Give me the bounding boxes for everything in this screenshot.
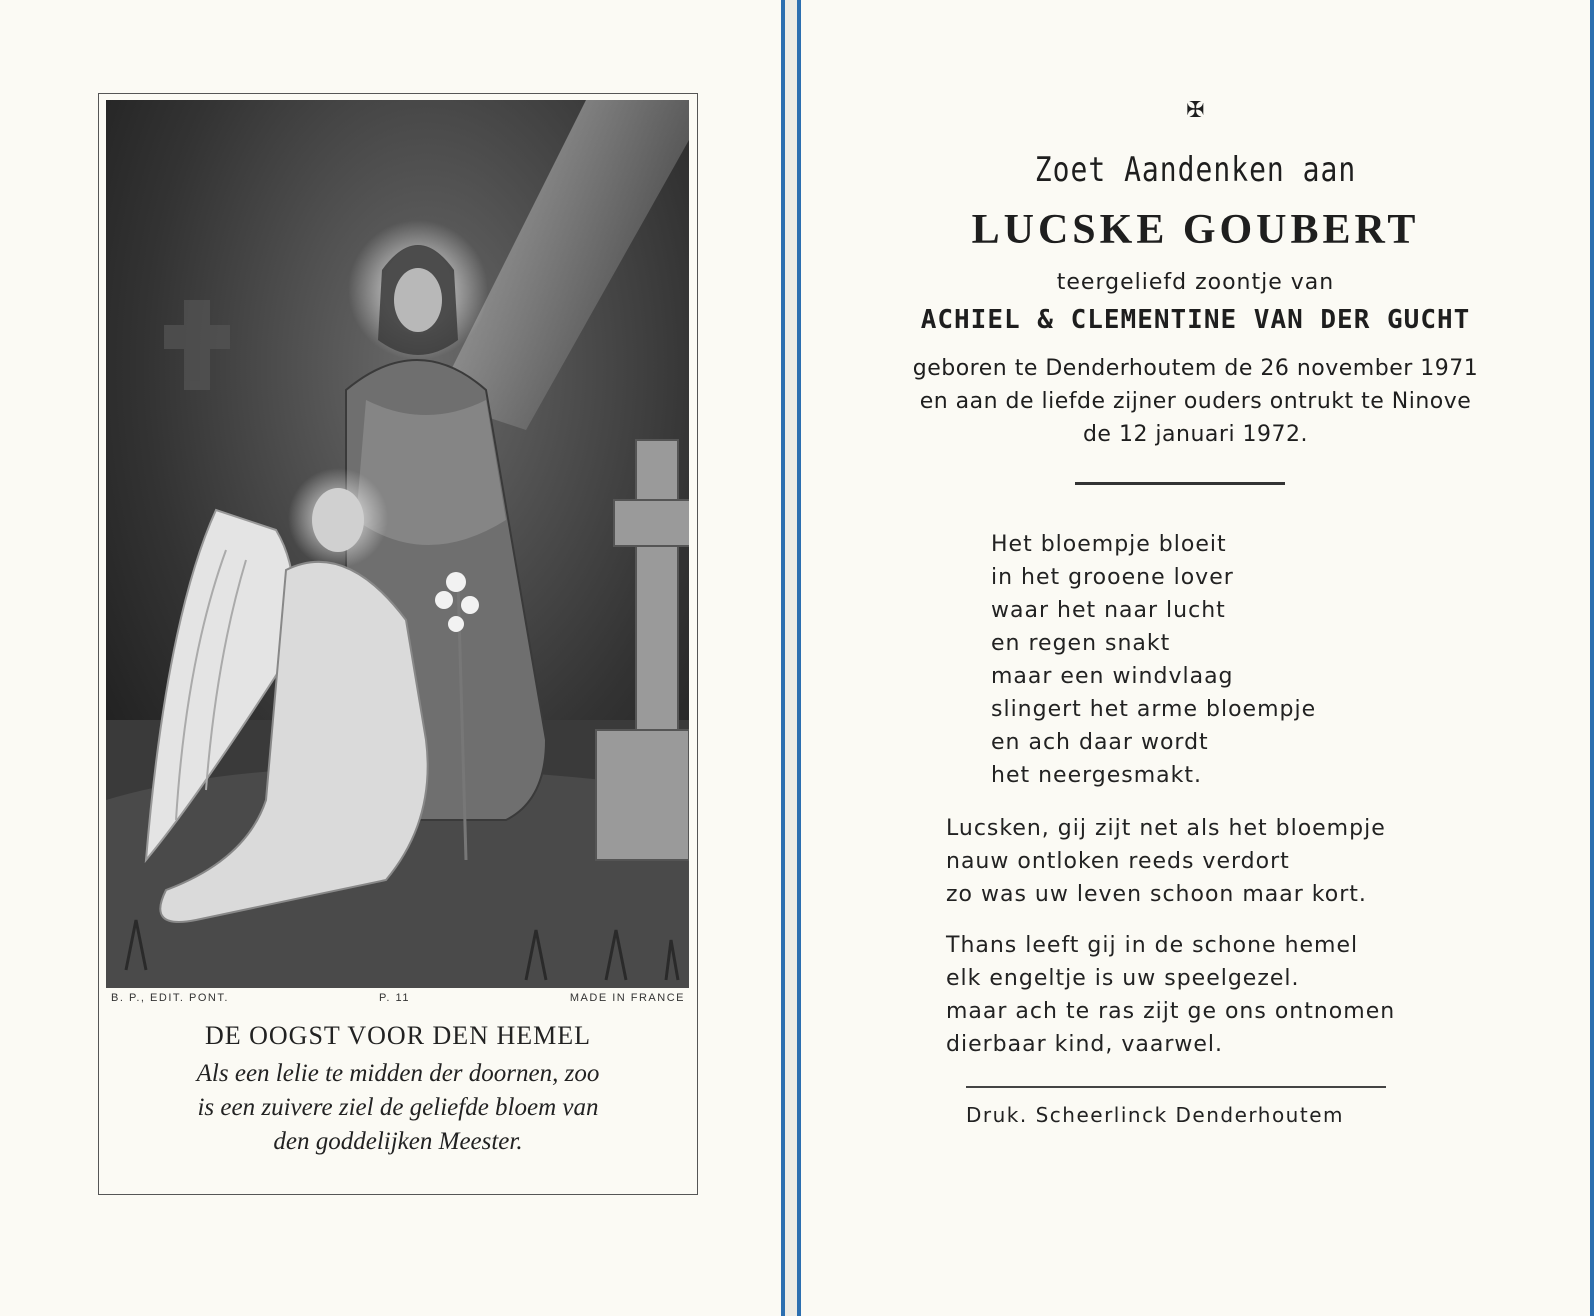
verse-line: maar een windvlaag	[991, 664, 1234, 689]
verse-line: het neergesmakt.	[991, 763, 1203, 788]
verse-line: slingert het arme bloempje	[991, 697, 1317, 722]
caption-line: is een zuivere ziel de geliefde bloem van	[197, 1094, 599, 1121]
stanza-line: Thans leeft gij in de schone hemel	[946, 933, 1359, 958]
verse-line: waar het naar lucht	[991, 598, 1226, 623]
birth-death-dates	[801, 352, 1590, 451]
verse-poem	[991, 528, 1316, 792]
relation-line: teergeliefd zoontje van	[1056, 270, 1335, 295]
memorial-heading: Zoet Aandenken aan	[1034, 149, 1357, 190]
publisher-credit: B. P., EDIT. PONT.	[111, 992, 229, 1004]
stanza-hemel	[946, 929, 1395, 1061]
deceased-name: LUCSKE GOUBERT	[971, 207, 1420, 253]
origin-credit: MADE IN FRANCE	[569, 992, 685, 1004]
caption-line: den goddelijken Meester.	[273, 1128, 523, 1155]
dates-line: geboren te Denderhoutem de 26 november 1971	[912, 356, 1479, 381]
caption-title: DE OOGST VOOR DEN HEMEL	[204, 1021, 592, 1050]
plate-number: P. 11	[379, 992, 410, 1004]
caption-text	[129, 1057, 667, 1159]
stanza-line: zo was uw leven schoon maar kort.	[946, 882, 1367, 907]
stanza-line: Lucsken, gij zijt net als het bloempje	[946, 816, 1386, 841]
stanza-line: dierbaar kind, vaarwel.	[946, 1032, 1224, 1057]
left-card-picture-side	[0, 0, 785, 1316]
stanza-line: elk engeltje is uw speelgezel.	[946, 966, 1300, 991]
verse-line: en ach daar wordt	[991, 730, 1209, 755]
dates-line: en aan de liefde zijner ouders ontrukt te Ninove	[919, 389, 1472, 414]
divider	[1075, 482, 1285, 485]
picture-credits	[111, 992, 685, 1010]
verse-line: Het bloempje bloeit	[991, 532, 1227, 557]
stanza-lucsken	[946, 812, 1386, 911]
verse-line: en regen snakt	[991, 631, 1171, 656]
right-card-text-side	[797, 0, 1594, 1316]
printer-credit: Druk. Scheerlinck Denderhoutem	[966, 1103, 1344, 1127]
angel-and-christ-illustration	[106, 100, 689, 988]
divider	[966, 1086, 1386, 1088]
parents-names: ACHIEL & CLEMENTINE VAN DER GUCHT	[920, 305, 1471, 335]
verse-line: in het grooene lover	[991, 565, 1234, 590]
devotional-illustration	[106, 100, 689, 988]
cross-icon: ✠	[1186, 98, 1205, 123]
image-frame	[98, 93, 698, 1195]
stanza-line: maar ach te ras zijt ge ons ontnomen	[946, 999, 1396, 1024]
caption-line: Als een lelie te midden der doornen, zoo	[196, 1060, 600, 1087]
dates-line: de 12 januari 1972.	[1082, 422, 1309, 447]
stanza-line: nauw ontloken reeds verdort	[946, 849, 1290, 874]
card-gap	[785, 0, 797, 1316]
